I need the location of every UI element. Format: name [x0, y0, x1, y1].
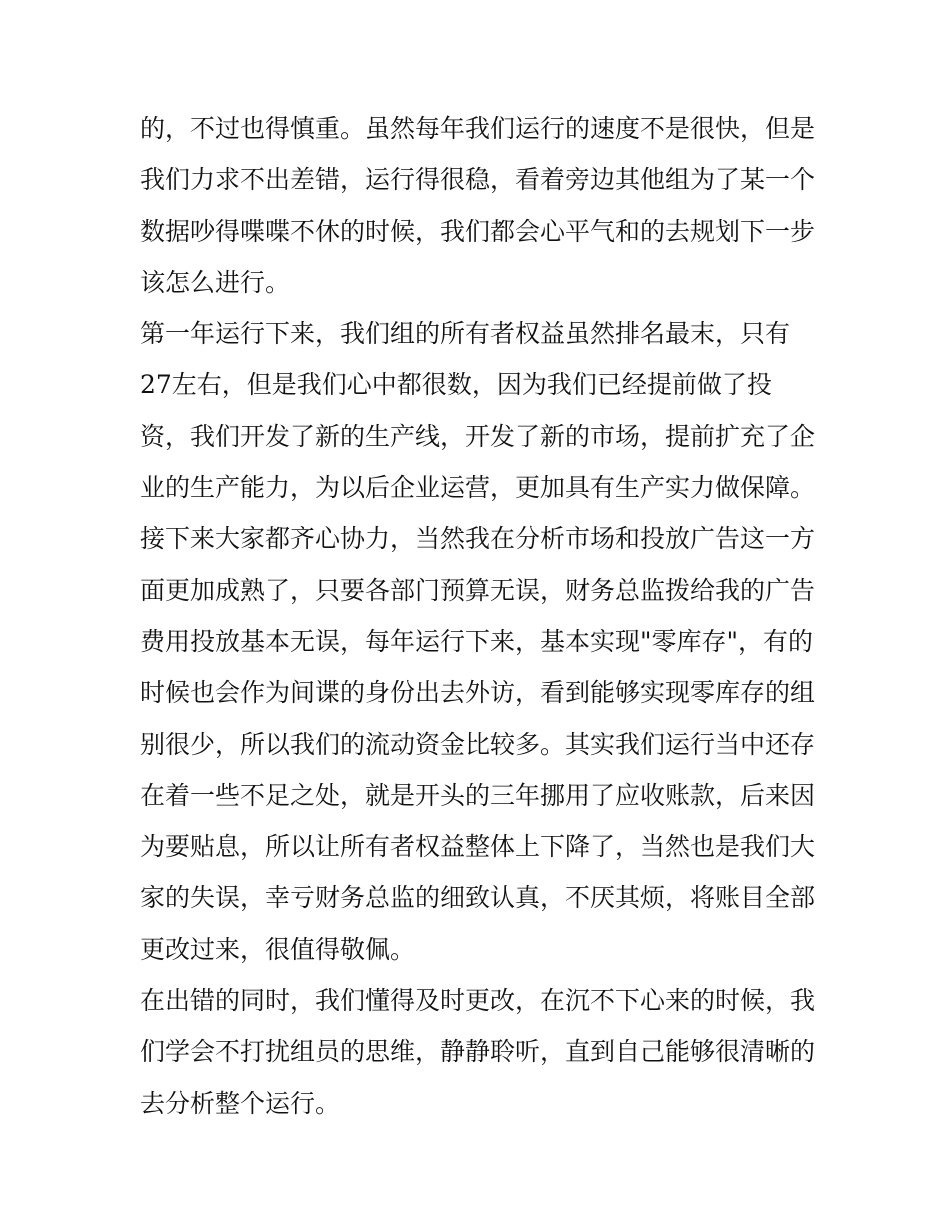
text-line: 接下来大家都齐心协力，当然我在分析市场和投放广告这一方 [140, 524, 816, 554]
text-line: 该怎么进行。 [140, 267, 291, 297]
text-line: 们学会不打扰组员的思维，静静聆听，直到自己能够很清晰的 [140, 1037, 816, 1067]
text-line: 面更加成熟了，只要各部门预算无误，财务总监拨给我的广告 [140, 575, 816, 605]
text-line: 的，不过也得慎重。虽然每年我们运行的速度不是很快，但是 [140, 114, 816, 143]
text-line: 为要贴息，所以让所有者权益整体上下降了，当然也是我们大 [140, 832, 816, 862]
text-line: 数据吵得喋喋不休的时候，我们都会心平气和的去规划下一步 [140, 216, 816, 246]
text-line: 别很少，所以我们的流动资金比较多。其实我们运行当中还存 [140, 729, 816, 759]
text-line: 在出错的同时，我们懂得及时更改，在沉不下心来的时候，我 [140, 986, 816, 1016]
text-line: 业的生产能力，为以后企业运营，更加具有生产实力做保障。 [140, 473, 816, 503]
text-line: 第一年运行下来，我们组的所有者权益虽然排名最末，只有 [140, 319, 791, 349]
text-line: 我们力求不出差错，运行得很稳，看着旁边其他组为了某一个 [140, 165, 816, 195]
text-line: 更改过来，很值得敬佩。 [140, 934, 416, 964]
text-line: 27左右，但是我们心中都很数，因为我们已经提前做了投 [140, 370, 772, 400]
text-line: 在着一些不足之处，就是开头的三年挪用了应收账款，后来因 [140, 780, 816, 810]
text-line: 去分析整个运行。 [140, 1088, 341, 1118]
text-line: 资，我们开发了新的生产线，开发了新的市场，提前扩充了企 [140, 421, 816, 451]
text-line: 家的失误，幸亏财务总监的细致认真，不厌其烦，将账目全部 [140, 883, 816, 913]
text-line: 时候也会作为间谍的身份出去外访，看到能够实现零库存的组 [140, 678, 816, 708]
text-line: 费用投放基本无误，每年运行下来，基本实现"零库存"，有的 [140, 626, 814, 656]
body-text [140, 103, 830, 1129]
